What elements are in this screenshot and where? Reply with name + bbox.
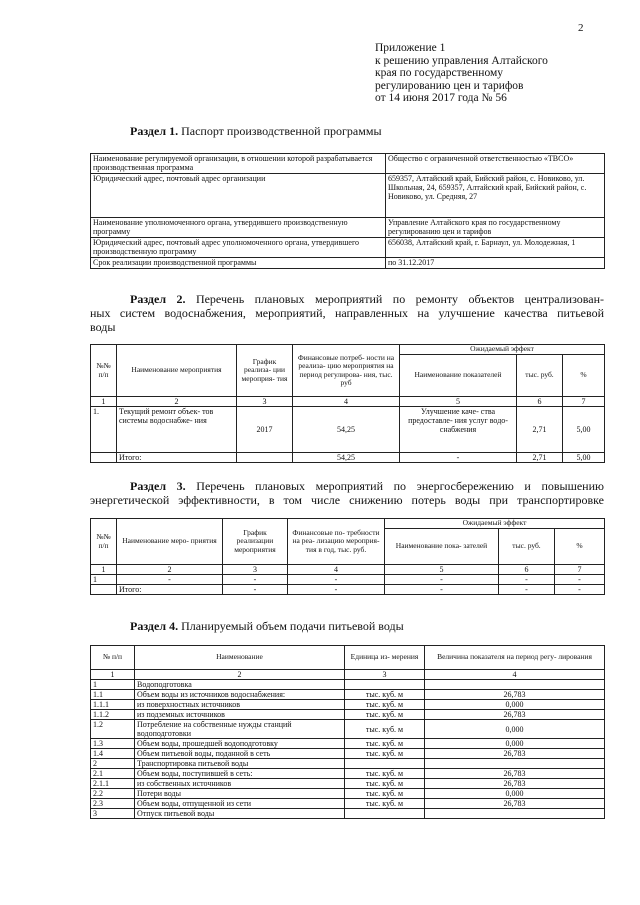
section-label: Раздел 3. <box>130 479 186 493</box>
table-row <box>91 779 605 789</box>
col-number: 6 <box>499 565 555 575</box>
passport-value: 656038, Алтайский край, г. Барнаул, ул. Молодежная, 1 <box>386 238 605 258</box>
row-percent: 5,00 <box>563 407 605 453</box>
col-number: 7 <box>563 397 605 407</box>
row-num: 2.1 <box>91 769 135 779</box>
table-row <box>91 154 605 174</box>
header-num: №№ п/п <box>91 345 117 397</box>
col-number: 4 <box>288 565 385 575</box>
total-row <box>91 585 605 595</box>
row-name: из поверхностных источников <box>135 700 345 710</box>
section-title-text: Планируемый объем подачи питьевой воды <box>181 619 404 633</box>
row-name: Объем воды, поступившей в сеть: <box>135 769 345 779</box>
row-name: Потери воды <box>135 789 345 799</box>
appendix-header <box>375 42 548 105</box>
row-unit: тыс. куб. м <box>345 710 425 720</box>
total-percent: 5,00 <box>563 453 605 463</box>
row-name: Объем воды из источников водоснабжения: <box>135 690 345 700</box>
row-value: 26,783 <box>425 690 605 700</box>
row-value: 0,000 <box>425 700 605 710</box>
table-header-row <box>91 646 605 670</box>
section-title-text: Перечень плановых мероприятий по ремонту объектов централизован- <box>195 292 604 306</box>
row-value <box>425 680 605 690</box>
row-unit: тыс. куб. м <box>345 749 425 759</box>
header-finance: Финансовые по- требности на реа- лизацию мероприя- тия в год, тыс. руб. <box>288 519 385 565</box>
total-percent: - <box>555 585 605 595</box>
row-unit: тыс. куб. м <box>345 779 425 789</box>
section2-title <box>90 292 604 334</box>
total-indicator: - <box>400 453 517 463</box>
row-num: 1.1.1 <box>91 700 135 710</box>
row-unit <box>345 759 425 769</box>
section1-title <box>130 124 382 138</box>
section3-title <box>90 479 604 507</box>
table-row <box>91 749 605 759</box>
header-thousand: тыс. руб. <box>517 355 563 397</box>
row-value: 0,000 <box>425 789 605 799</box>
row-name: из собственных источников <box>135 779 345 789</box>
row-unit: тыс. куб. м <box>345 799 425 809</box>
col-number: 3 <box>345 670 425 680</box>
appendix-line: к решению управления Алтайского <box>375 54 548 67</box>
row-value: 26,783 <box>425 779 605 789</box>
header-num: №№ п/п <box>91 519 117 565</box>
col-number: 5 <box>400 397 517 407</box>
header-value: Величина показателя на период регу- лирования <box>425 646 605 670</box>
row-num: 2.2 <box>91 789 135 799</box>
passport-name: Срок реализации производственной программы <box>91 258 386 269</box>
header-schedule: График реализа- ции мероприя- тия <box>237 345 293 397</box>
header-name: Наименование мероприятия <box>117 345 237 397</box>
row-num: 1 <box>91 575 117 585</box>
row-value: 26,783 <box>425 769 605 779</box>
col-number: 1 <box>91 670 135 680</box>
header-name: Наименование <box>135 646 345 670</box>
col-number: 5 <box>385 565 499 575</box>
row-thousand: 2,71 <box>517 407 563 453</box>
row-name: Транспортировка питьевой воды <box>135 759 345 769</box>
row-unit: тыс. куб. м <box>345 769 425 779</box>
row-finance: - <box>288 575 385 585</box>
column-number-row <box>91 670 605 680</box>
row-unit <box>345 809 425 819</box>
table-row <box>91 218 605 238</box>
passport-table <box>90 153 605 269</box>
row-unit: тыс. куб. м <box>345 739 425 749</box>
header-num: № п/п <box>91 646 135 670</box>
row-name: Текущий ремонт объек- тов системы водоснабже- ния <box>117 407 237 453</box>
row-value: 0,000 <box>425 720 605 739</box>
row-num: 2.3 <box>91 799 135 809</box>
passport-value: Управление Алтайского края по государственному регулированию цен и тарифов <box>386 218 605 238</box>
table-row <box>91 258 605 269</box>
total-label: Итого: <box>117 585 223 595</box>
row-name: Объем питьевой воды, поданной в сеть <box>135 749 345 759</box>
table-header-row <box>91 519 605 529</box>
header-percent: % <box>563 355 605 397</box>
col-number: 1 <box>91 565 117 575</box>
header-effect: Ожидаемый эффект <box>400 345 605 355</box>
header-name: Наименование меро- приятия <box>117 519 223 565</box>
table-row <box>91 575 605 585</box>
row-unit: тыс. куб. м <box>345 789 425 799</box>
header-unit: Единица из- мерения <box>345 646 425 670</box>
passport-name: Наименование регулируемой организации, в отношении которой разрабатывается производственная программа <box>91 154 386 174</box>
water-supply-table <box>90 645 605 819</box>
row-name: Водоподготовка <box>135 680 345 690</box>
row-num: 1 <box>91 680 135 690</box>
table-row <box>91 238 605 258</box>
row-value <box>425 759 605 769</box>
col-number: 2 <box>117 565 223 575</box>
header-effect: Ожидаемый эффект <box>385 519 605 529</box>
row-num: 2 <box>91 759 135 769</box>
header-percent: % <box>555 529 605 565</box>
table-row <box>91 809 605 819</box>
row-value <box>425 809 605 819</box>
section-label: Раздел 1. <box>130 124 179 138</box>
table-row <box>91 759 605 769</box>
row-value: 0,000 <box>425 739 605 749</box>
table-row <box>91 680 605 690</box>
section-label: Раздел 4. <box>130 619 179 633</box>
section-title-text: воды <box>90 320 116 334</box>
passport-value: по 31.12.2017 <box>386 258 605 269</box>
row-value: 26,783 <box>425 799 605 809</box>
row-num: 1.1.2 <box>91 710 135 720</box>
row-indicator: - <box>385 575 499 585</box>
appendix-line: от 14 июня 2017 года № 56 <box>375 92 507 104</box>
col-number: 1 <box>91 397 117 407</box>
passport-name: Наименование уполномоченного органа, утвердившего производственную программу <box>91 218 386 238</box>
table-row <box>91 720 605 739</box>
repair-measures-table <box>90 344 605 463</box>
section-label: Раздел 2. <box>130 292 186 306</box>
row-indicator: Улучшение каче- ства предоставле- ния услуг водо- снабжения <box>400 407 517 453</box>
section-title-text: ных систем водоснабжения, мероприятий, направленных на улучшение качества питьевой <box>90 306 604 320</box>
row-value: 26,783 <box>425 710 605 720</box>
total-indicator: - <box>385 585 499 595</box>
appendix-line: края по государственному <box>375 67 503 79</box>
col-number: 7 <box>555 565 605 575</box>
row-name: - <box>117 575 223 585</box>
row-schedule: 2017 <box>237 407 293 453</box>
row-name: Объем воды, отпущенной из сети <box>135 799 345 809</box>
header-thousand: тыс. руб. <box>499 529 555 565</box>
row-num: 1.4 <box>91 749 135 759</box>
row-value: 26,783 <box>425 749 605 759</box>
row-num: 1.2 <box>91 720 135 739</box>
table-row <box>91 789 605 799</box>
table-row <box>91 690 605 700</box>
row-name: Объем воды, прошедшей водоподготовку <box>135 739 345 749</box>
water-supply-rows <box>91 680 605 819</box>
row-num: 1.1 <box>91 690 135 700</box>
table-header-row <box>91 345 605 355</box>
table-row <box>91 174 605 218</box>
column-number-row <box>91 565 605 575</box>
row-num: 1. <box>91 407 117 453</box>
total-schedule: - <box>223 585 288 595</box>
row-percent: - <box>555 575 605 585</box>
total-row <box>91 453 605 463</box>
table-row <box>91 710 605 720</box>
header-indicator: Наименование пока- зателей <box>385 529 499 565</box>
col-number: 3 <box>223 565 288 575</box>
total-thousand: 2,71 <box>517 453 563 463</box>
row-unit: тыс. куб. м <box>345 700 425 710</box>
appendix-line: Приложение 1 <box>375 42 446 54</box>
table-row <box>91 700 605 710</box>
col-number: 3 <box>237 397 293 407</box>
row-unit: тыс. куб. м <box>345 690 425 700</box>
col-number: 6 <box>517 397 563 407</box>
col-number: 4 <box>293 397 400 407</box>
passport-name: Юридический адрес, почтовый адрес организации <box>91 174 386 218</box>
passport-name: Юридический адрес, почтовый адрес уполномоченного органа, утвердившего производственную программу <box>91 238 386 258</box>
section4-title <box>130 619 404 633</box>
row-schedule: - <box>223 575 288 585</box>
appendix-line: регулированию цен и тарифов <box>375 79 524 92</box>
header-indicator: Наименование показателей <box>400 355 517 397</box>
row-unit: тыс. куб. м <box>345 720 425 739</box>
total-finance: 54,25 <box>293 453 400 463</box>
total-label: Итого: <box>117 453 237 463</box>
energy-measures-table <box>90 518 605 595</box>
row-thousand: - <box>499 575 555 585</box>
total-finance: - <box>288 585 385 595</box>
header-finance: Финансовые потреб- ности на реализа- цию мероприятия на период регулирова- ния, тыс. руб <box>293 345 400 397</box>
col-number: 2 <box>135 670 345 680</box>
row-num: 2.1.1 <box>91 779 135 789</box>
table-row <box>91 769 605 779</box>
col-number: 4 <box>425 670 605 680</box>
col-number: 2 <box>117 397 237 407</box>
passport-value: Общество с ограниченной ответственностью «ТВСО» <box>386 154 605 174</box>
section-title-text: Перечень плановых мероприятий по энергосбережению и повышению <box>196 479 604 493</box>
row-name: из подземных источников <box>135 710 345 720</box>
header-schedule: График реализации мероприятия <box>223 519 288 565</box>
table-row <box>91 799 605 809</box>
table-row <box>91 739 605 749</box>
row-name: Потребление на собственные нужды станций водоподготовки <box>135 720 345 739</box>
row-name: Отпуск питьевой воды <box>135 809 345 819</box>
total-thousand: - <box>499 585 555 595</box>
row-unit <box>345 680 425 690</box>
column-number-row <box>91 397 605 407</box>
page-number: 2 <box>578 22 584 34</box>
row-num: 3 <box>91 809 135 819</box>
section-title-text: энергетической эффективности, в том числе снижению потерь воды при транспортировке <box>90 493 604 507</box>
row-finance: 54,25 <box>293 407 400 453</box>
table-row <box>91 407 605 453</box>
row-num: 1.3 <box>91 739 135 749</box>
section-title-text: Паспорт производственной программы <box>181 124 382 138</box>
passport-value: 659357, Алтайский край, Бийский район, с. Новиково, ул. Школьная, 24, 659357, Алтайский край, Бийский район, с. Новиково, ул. Средняя, 27 <box>386 174 605 218</box>
